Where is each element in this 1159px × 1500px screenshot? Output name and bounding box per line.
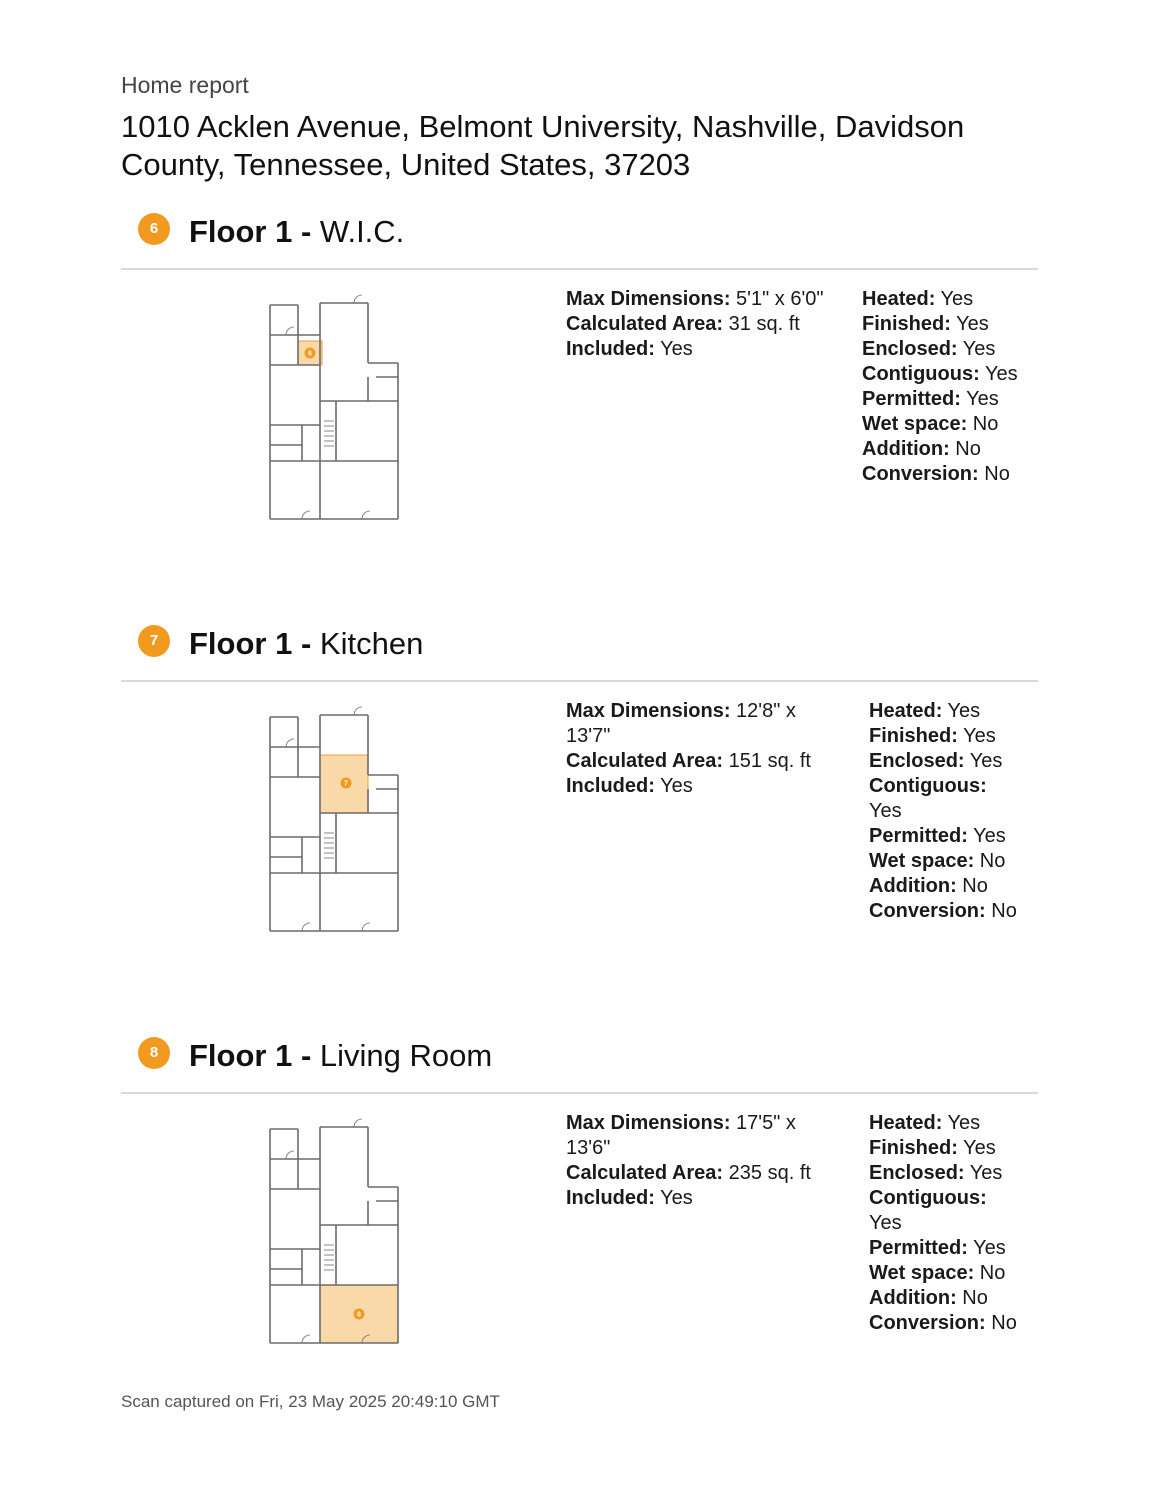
area-label: Calculated Area: xyxy=(566,313,724,335)
door-swing xyxy=(286,327,294,335)
area-value: 31 sq. ft xyxy=(728,313,800,335)
attribute-row xyxy=(869,1136,1019,1161)
attribute-label: Permitted: xyxy=(869,825,968,847)
room-measurements xyxy=(566,1111,816,1211)
area-row xyxy=(566,749,816,774)
max-dimensions-value: 12'8" x 13'7" xyxy=(566,700,796,747)
attribute-value: No xyxy=(974,850,1006,872)
floor-label: Floor 1 xyxy=(189,626,293,661)
room-attributes xyxy=(869,1111,1019,1336)
attribute-value: Yes xyxy=(935,288,974,310)
floor-plan-wall xyxy=(270,303,398,461)
room-marker-number: 7 xyxy=(344,780,348,788)
attribute-label: Finished: xyxy=(869,725,958,747)
title-separator: - xyxy=(292,626,320,661)
attribute-row xyxy=(869,1111,1019,1136)
floor-plan-wall xyxy=(270,377,398,519)
attribute-label: Permitted: xyxy=(869,1237,968,1259)
max-dimensions-value: 5'1" x 6'0" xyxy=(736,288,824,310)
max-dimensions-row xyxy=(566,699,816,749)
included-value: Yes xyxy=(660,338,693,360)
room-marker-number: 6 xyxy=(308,350,312,358)
scan-timestamp: Scan captured on Fri, 23 May 2025 20:49:10 GMT xyxy=(121,1392,500,1411)
attribute-label: Addition: xyxy=(869,1287,957,1309)
included-label: Included: xyxy=(566,338,655,360)
max-dimensions-row xyxy=(566,1111,816,1161)
attribute-row xyxy=(869,1261,1019,1286)
attribute-label: Contiguous: xyxy=(869,775,987,797)
area-row xyxy=(566,1161,816,1186)
attribute-value: Yes xyxy=(942,700,981,722)
room-title xyxy=(189,1038,492,1074)
attribute-row xyxy=(862,387,1032,412)
attribute-value: Yes xyxy=(869,800,902,822)
attribute-value: Yes xyxy=(950,313,989,335)
max-dimensions-label: Max Dimensions: xyxy=(566,700,731,722)
attribute-row xyxy=(869,1236,1019,1261)
room-name: Kitchen xyxy=(319,626,424,661)
room-title xyxy=(189,626,423,662)
floor-plan-wall xyxy=(270,1127,398,1285)
attribute-row xyxy=(862,312,1032,337)
door-swing xyxy=(302,923,310,931)
door-swing xyxy=(286,1151,294,1159)
room-number-badge: 8 xyxy=(138,1037,170,1069)
door-swing xyxy=(302,1335,310,1343)
floor-plan-thumbnail xyxy=(262,293,404,523)
floor-plan-thumbnail xyxy=(262,1117,404,1347)
attribute-row xyxy=(862,437,1032,462)
included-label: Included: xyxy=(566,1187,655,1209)
property-address: 1010 Acklen Avenue, Belmont University, Nashville, Davidson County, Tennessee, United States, 37203 xyxy=(121,109,965,182)
attribute-value: Yes xyxy=(957,725,996,747)
attribute-row xyxy=(869,1186,1019,1236)
section-divider xyxy=(121,1092,1038,1094)
attribute-value: No xyxy=(949,438,981,460)
floor-label: Floor 1 xyxy=(189,1038,293,1073)
attribute-label: Contiguous: xyxy=(862,363,980,385)
attribute-label: Enclosed: xyxy=(862,338,958,360)
attribute-label: Finished: xyxy=(862,313,951,335)
attribute-row xyxy=(869,849,1019,874)
included-row xyxy=(566,337,838,362)
attribute-value: No xyxy=(978,463,1010,485)
attribute-value: Yes xyxy=(967,825,1006,847)
attribute-label: Conversion: xyxy=(869,1312,986,1334)
room-title xyxy=(189,214,404,250)
attribute-value: Yes xyxy=(964,750,1003,772)
attribute-value: No xyxy=(967,413,999,435)
attribute-row xyxy=(869,1311,1019,1336)
attribute-value: Yes xyxy=(979,363,1018,385)
room-marker-number: 8 xyxy=(357,1311,361,1319)
door-swing xyxy=(362,923,370,931)
attribute-row xyxy=(869,774,1019,824)
area-value: 235 sq. ft xyxy=(728,1162,811,1184)
max-dimensions-label: Max Dimensions: xyxy=(566,288,731,310)
attribute-value: Yes xyxy=(942,1112,981,1134)
attribute-row xyxy=(869,874,1019,899)
attribute-value: No xyxy=(956,1287,988,1309)
attribute-value: Yes xyxy=(869,1212,902,1234)
attribute-row xyxy=(862,462,1032,487)
included-label: Included: xyxy=(566,775,655,797)
room-attributes xyxy=(869,699,1019,924)
door-swing xyxy=(354,295,362,303)
included-row xyxy=(566,774,816,799)
attribute-label: Heated: xyxy=(869,1112,943,1134)
attribute-label: Contiguous: xyxy=(869,1187,987,1209)
attribute-label: Heated: xyxy=(862,288,936,310)
attribute-label: Enclosed: xyxy=(869,1162,965,1184)
attribute-value: Yes xyxy=(957,1137,996,1159)
attribute-value: No xyxy=(974,1262,1006,1284)
door-swing xyxy=(354,1119,362,1127)
area-value: 151 sq. ft xyxy=(728,750,811,772)
area-label: Calculated Area: xyxy=(566,750,724,772)
attribute-value: Yes xyxy=(967,1237,1006,1259)
attribute-row xyxy=(862,337,1032,362)
attribute-label: Addition: xyxy=(869,875,957,897)
area-label: Calculated Area: xyxy=(566,1162,724,1184)
attribute-row xyxy=(869,899,1019,924)
door-swing xyxy=(286,739,294,747)
section-divider xyxy=(121,268,1038,270)
attribute-row xyxy=(862,362,1032,387)
attribute-value: No xyxy=(985,1312,1017,1334)
included-value: Yes xyxy=(660,1187,693,1209)
attribute-label: Enclosed: xyxy=(869,750,965,772)
max-dimensions-value: 17'5" x 13'6" xyxy=(566,1112,796,1159)
included-value: Yes xyxy=(660,775,693,797)
max-dimensions-row xyxy=(566,287,838,312)
attribute-row xyxy=(869,824,1019,849)
floor-plan-thumbnail xyxy=(262,705,404,935)
room-number-badge: 6 xyxy=(138,213,170,245)
attribute-label: Conversion: xyxy=(869,900,986,922)
attribute-value: No xyxy=(956,875,988,897)
attribute-row xyxy=(862,287,1032,312)
attribute-label: Wet space: xyxy=(869,1262,975,1284)
attribute-label: Wet space: xyxy=(862,413,968,435)
attribute-row xyxy=(869,724,1019,749)
attribute-label: Wet space: xyxy=(869,850,975,872)
section-divider xyxy=(121,680,1038,682)
room-number-badge: 7 xyxy=(138,625,170,657)
room-name: W.I.C. xyxy=(319,214,405,249)
report-kicker: Home report xyxy=(121,72,249,98)
room-measurements xyxy=(566,287,838,362)
attribute-label: Heated: xyxy=(869,700,943,722)
door-swing xyxy=(362,511,370,519)
attribute-label: Finished: xyxy=(869,1137,958,1159)
attribute-row xyxy=(869,749,1019,774)
attribute-row xyxy=(869,1161,1019,1186)
door-swing xyxy=(302,511,310,519)
attribute-value: Yes xyxy=(957,338,996,360)
attribute-row xyxy=(869,1286,1019,1311)
room-name: Living Room xyxy=(319,1038,493,1073)
max-dimensions-label: Max Dimensions: xyxy=(566,1112,731,1134)
attribute-value: No xyxy=(985,900,1017,922)
attribute-value: Yes xyxy=(964,1162,1003,1184)
attribute-value: Yes xyxy=(960,388,999,410)
attribute-row xyxy=(862,412,1032,437)
room-measurements xyxy=(566,699,816,799)
attribute-label: Addition: xyxy=(862,438,950,460)
door-swing xyxy=(354,707,362,715)
title-separator: - xyxy=(292,214,320,249)
room-attributes xyxy=(862,287,1032,487)
attribute-label: Permitted: xyxy=(862,388,961,410)
title-separator: - xyxy=(292,1038,320,1073)
attribute-label: Conversion: xyxy=(862,463,979,485)
included-row xyxy=(566,1186,816,1211)
attribute-row xyxy=(869,699,1019,724)
area-row xyxy=(566,312,838,337)
floor-label: Floor 1 xyxy=(189,214,293,249)
